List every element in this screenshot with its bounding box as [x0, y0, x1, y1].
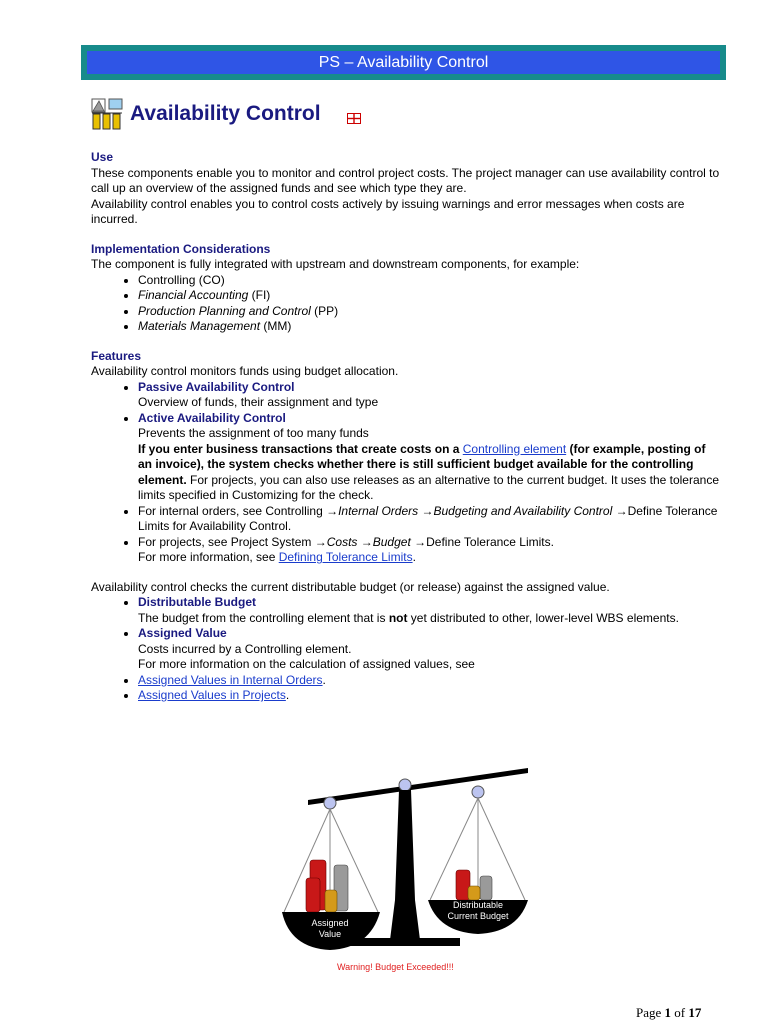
pivot-knob [399, 779, 411, 791]
checks-list [91, 595, 721, 704]
use-paragraph-1: These components enable you to monitor and control project costs. The project manager can use availability control to call up an overview of the assigned funds and see which type they are. [91, 165, 720, 195]
features-list [91, 380, 721, 566]
list-item: • For internal orders, see Controlling →Internal Orders →Budgeting and Availability Control →Define Tolerance Limits for Availability Control. [138, 504, 721, 535]
bar-chart-icon [91, 97, 125, 131]
left-coin-stacks [306, 860, 348, 912]
localization-badge-icon[interactable] [347, 113, 361, 124]
features-intro: Availability control monitors funds using budget allocation. [91, 364, 399, 378]
features-heading: Features [91, 348, 142, 363]
left-hook [324, 797, 336, 809]
list-item [138, 380, 721, 411]
page-title: Availability Control [130, 102, 321, 125]
controlling-element-link[interactable]: Controlling element [462, 441, 567, 456]
banner-title: PS – Availability Control [87, 51, 720, 74]
list-item: • Production Planning and Control (PP) [138, 304, 721, 320]
distributable-budget-title: • Distributable Budget [138, 595, 257, 609]
scale-beam [308, 768, 528, 805]
projects-link[interactable]: Assigned Values in Projects [138, 688, 286, 702]
right-hook [472, 786, 484, 798]
scale-post [390, 790, 420, 940]
list-item: • Materials Management (MM) [138, 319, 721, 335]
scale-base [350, 938, 460, 946]
right-coin-stacks [456, 870, 492, 900]
balance-scale-figure [270, 760, 540, 980]
implementation-intro: The component is fully integrated with upstream and downstream components, for example: [91, 257, 580, 271]
active-control-title: • Active Availability Control [138, 410, 286, 425]
assigned-value-more: For more information on the calculation of assigned values, see [138, 657, 475, 671]
page-number: Page 1 of 17 [636, 1005, 702, 1020]
budget-warning: Warning! Budget Exceeded!!! [337, 962, 454, 972]
list-item: • Controlling (CO) [138, 273, 721, 289]
list-item [138, 595, 721, 626]
active-control-desc: Prevents the assignment of too many funds [138, 426, 369, 440]
list-item [138, 411, 721, 504]
distributable-label-2: Current Budget [447, 911, 509, 921]
passive-control-desc: Overview of funds, their assignment and type [138, 395, 379, 409]
assigned-value-label-2: Value [318, 929, 342, 939]
component-list [91, 273, 721, 335]
use-heading: Use [91, 150, 114, 164]
distributable-budget-desc: The budget from the controlling element that is not yet distributed to other, lower-level WBS elements. [138, 610, 679, 625]
assigned-value-desc: Costs incurred by a Controlling element. [138, 641, 352, 656]
document-body [91, 150, 721, 704]
assigned-value-label: Assigned [311, 918, 349, 928]
active-control-detail: If you enter business transactions that create costs on a Controlling element (for example, posting of an invoice), the system checks whether there is still sufficient budget available for the controlling element. For projects, you can also use releases as an alternative to the current budget. It uses the tolerance limits specified in Customizing for the check. [138, 441, 719, 502]
internal-orders-link[interactable]: Assigned Values in Internal Orders [138, 672, 323, 687]
list-item [138, 626, 721, 673]
assigned-value-title: • Assigned Value [138, 626, 227, 640]
header-banner [81, 45, 726, 80]
implementation-heading: Implementation Considerations [91, 241, 271, 256]
passive-control-title: • Passive Availability Control [138, 379, 295, 394]
list-item: • Assigned Values in Projects. [138, 688, 721, 704]
list-item: • Financial Accounting (FI) [138, 288, 721, 304]
list-item: • For projects, see Project System →Costs →Budget →Define Tolerance Limits. For more information, see Defining Tolerance Limits. [138, 535, 721, 566]
list-item: • Assigned Values in Internal Orders. [138, 673, 721, 689]
use-paragraph-2: Availability control enables you to control costs actively by issuing warnings and error messages when costs are incurred. [91, 196, 685, 226]
checks-intro: Availability control checks the current distributable budget (or release) against the assigned value. [91, 579, 610, 594]
distributable-label: Distributable [452, 900, 504, 910]
tolerance-limits-link[interactable]: Defining Tolerance Limits [278, 550, 413, 564]
